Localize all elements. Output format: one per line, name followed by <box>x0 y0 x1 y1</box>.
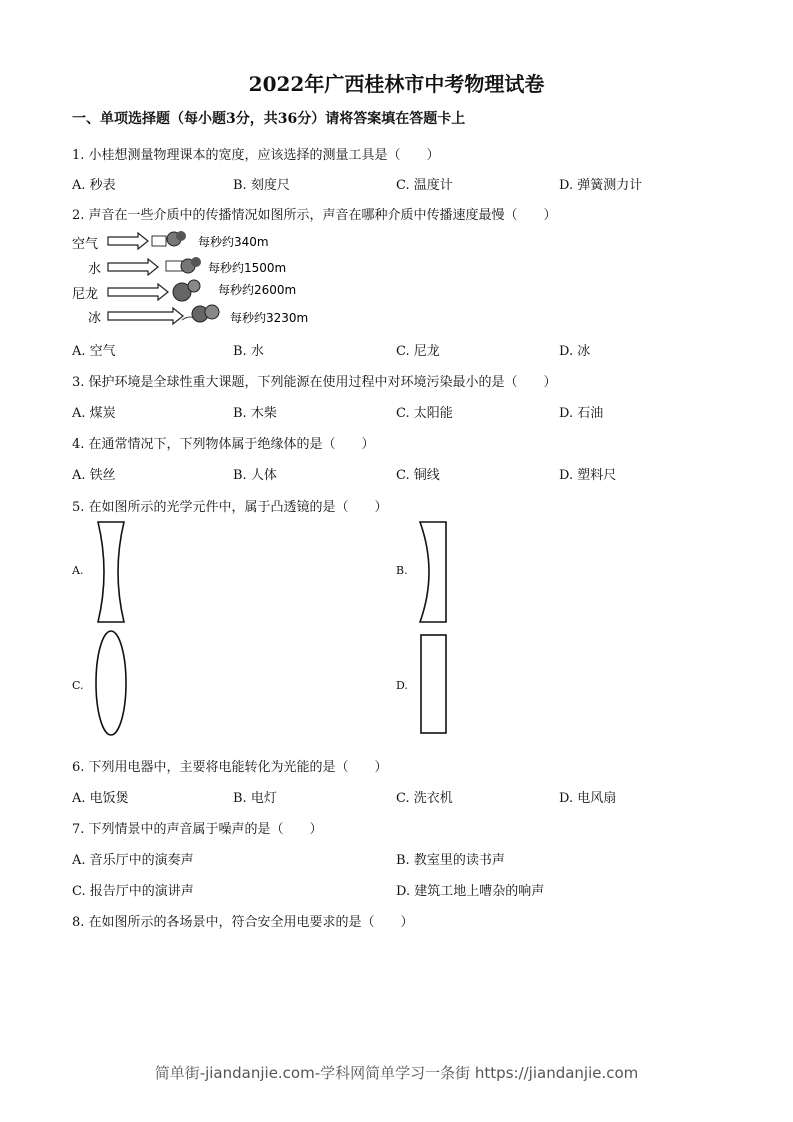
arrow-air <box>108 233 148 249</box>
question-7-option-b: B. 教室里的读书声 <box>396 853 505 868</box>
question-6-option-d: D. 电风扇 <box>559 791 617 806</box>
question-2-option-c: C. 尼龙 <box>396 344 440 359</box>
question-6-option-a: A. 电饭煲 <box>72 791 129 806</box>
question-8-stem: 8. 在如图所示的各场景中，符合安全用电要求的是（ ） <box>72 915 414 930</box>
flat-glass-figure <box>418 632 450 736</box>
question-3-option-d: D. 石油 <box>559 406 604 421</box>
question-4-option-c: C. 铜线 <box>396 468 440 483</box>
question-4-option-d: D. 塑料尺 <box>559 468 617 483</box>
question-5-option-c: C. <box>72 679 84 692</box>
question-7-stem: 7. 下列情景中的声音属于噪声的是（ ） <box>72 822 323 837</box>
sound-propagation-figure <box>70 226 330 331</box>
figure-medium-nylon: 尼龙 <box>72 287 99 302</box>
concave-convex-lens-figure <box>416 520 456 624</box>
figure-medium-air: 空气 <box>72 237 99 252</box>
question-4-option-a: A. 铁丝 <box>72 468 116 483</box>
arrow-water <box>108 259 158 275</box>
figure-medium-water: 水 <box>88 262 102 277</box>
question-2-option-b: B. 水 <box>233 344 264 359</box>
arrow-ice <box>108 308 183 324</box>
question-4-stem: 4. 在通常情况下，下列物体属于绝缘体的是（ ） <box>72 437 375 452</box>
footer-watermark: 简单街-jiandanjie.com-学科网简单学习一条街 https://jiandanjie.com <box>154 1064 639 1082</box>
sound-wave-icon-air <box>152 231 186 246</box>
question-7-option-d: D. 建筑工地上嘈杂的响声 <box>396 884 545 899</box>
figure-speed-ice: 每秒约3230m <box>230 311 309 325</box>
question-5-option-d: D. <box>396 679 408 692</box>
exam-title: 2022年广西桂林市中考物理试卷 <box>248 72 545 96</box>
sound-wave-icon-nylon <box>173 280 200 301</box>
question-1-option-d: D. 弹簧测力计 <box>559 178 643 193</box>
question-1-option-b: B. 刻度尺 <box>233 178 290 193</box>
question-1-option-a: A. 秒表 <box>72 178 116 193</box>
concave-lens-figure <box>92 520 132 624</box>
question-3-stem: 3. 保护环境是全球性重大课题，下列能源在使用过程中对环境污染最小的是（ ） <box>72 375 557 390</box>
question-6-option-c: C. 洗衣机 <box>396 791 453 806</box>
question-3-option-a: A. 煤炭 <box>72 406 116 421</box>
figure-speed-air: 每秒约340m <box>198 235 269 249</box>
figure-speed-nylon: 每秒约2600m <box>218 283 297 297</box>
question-4-option-b: B. 人体 <box>233 468 277 483</box>
question-1-option-c: C. 温度计 <box>396 178 453 193</box>
question-5-option-b: B. <box>396 564 408 577</box>
question-5-stem: 5. 在如图所示的光学元件中，属于凸透镜的是（ ） <box>72 500 388 515</box>
question-3-option-c: C. 太阳能 <box>396 406 453 421</box>
figure-speed-water: 每秒约1500m <box>208 261 287 275</box>
question-2-option-d: D. 冰 <box>559 344 591 359</box>
sound-wave-icon-ice <box>182 305 219 322</box>
question-7-option-a: A. 音乐厅中的演奏声 <box>72 853 194 868</box>
question-5-option-a: A. <box>72 564 84 577</box>
figure-medium-ice: 冰 <box>88 311 102 326</box>
arrow-nylon <box>108 284 168 300</box>
question-2-stem: 2. 声音在一些介质中的传播情况如图所示，声音在哪种介质中传播速度最慢（ ） <box>72 208 557 223</box>
section-heading: 一、单项选择题（每小题3分，共36分）请将答案填在答题卡上 <box>72 111 466 127</box>
question-6-stem: 6. 下列用电器中，主要将电能转化为光能的是（ ） <box>72 760 388 775</box>
question-7-option-c: C. 报告厅中的演讲声 <box>72 884 194 899</box>
question-6-option-b: B. 电灯 <box>233 791 277 806</box>
question-3-option-b: B. 木柴 <box>233 406 277 421</box>
convex-lens-figure <box>92 628 132 738</box>
question-2-option-a: A. 空气 <box>72 344 116 359</box>
question-1-stem: 1. 小桂想测量物理课本的宽度，应该选择的测量工具是（ ） <box>72 148 440 163</box>
sound-wave-icon-water <box>166 257 201 273</box>
